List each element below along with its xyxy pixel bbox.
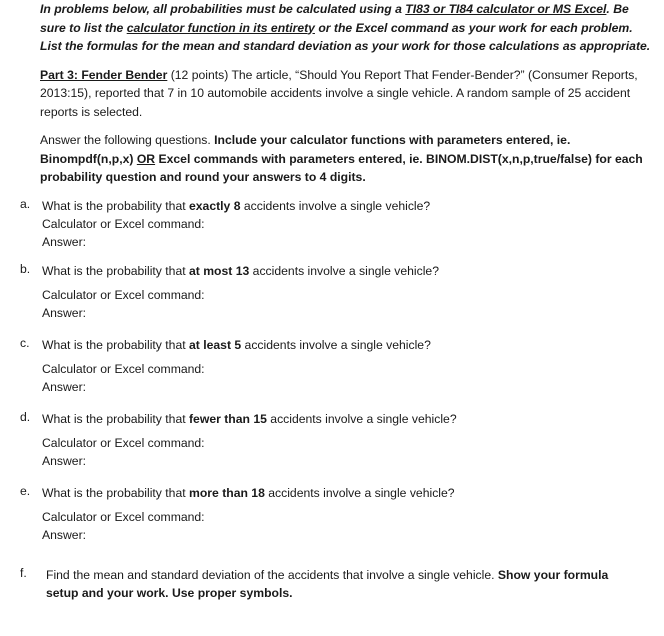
command-label: Calculator or Excel command:	[42, 362, 205, 376]
part-title: Part 3: Fender Bender	[40, 67, 168, 82]
question-letter: e.	[20, 484, 31, 498]
question-text: What is the probability that at least 5 accidents involve a single vehicle?	[42, 338, 431, 352]
question-b	[20, 262, 610, 322]
part-3-description: Part 3: Fender Bender (12 points) The article, “Should You Report That Fender-Bender?” (Consumer Reports, 2013:15), reported that 7 in 10 automobile accidents involve a single vehicle. A random sample of 25 accident reports is selected.	[40, 67, 638, 119]
answer-label: Answer:	[42, 306, 87, 320]
answer-instructions: Answer the following questions. Include your calculator functions with parameters entered, ie. Binompdf(n,p,x) OR Excel commands with parameters entered, ie. BINOM.DIST(x,n,p,true/false) for each probability question and round your answers to 4 digits.	[40, 133, 643, 184]
command-label: Calculator or Excel command:	[42, 288, 205, 302]
question-a	[20, 197, 610, 251]
question-f	[20, 566, 610, 602]
question-e	[20, 484, 610, 544]
answer-label: Answer:	[42, 454, 87, 468]
command-label: Calculator or Excel command:	[42, 510, 205, 524]
answer-label: Answer:	[42, 380, 87, 394]
question-text: What is the probability that more than 18 accidents involve a single vehicle?	[42, 486, 455, 500]
instructions-intro: In problems below, all probabilities must be calculated using a TI83 or TI84 calculator or MS Excel. Be sure to list the calculator function in its entirety or the Excel command as your work for each problem. List the formulas for the mean and standard deviation as your work for those calculations as appropriate.	[40, 2, 651, 53]
question-letter: c.	[20, 336, 30, 350]
answer-label: Answer:	[42, 235, 87, 249]
question-letter: a.	[20, 197, 31, 211]
command-label: Calculator or Excel command:	[42, 217, 205, 231]
question-text: What is the probability that fewer than 15 accidents involve a single vehicle?	[42, 412, 457, 426]
answer-label: Answer:	[42, 528, 87, 542]
document-page	[40, 0, 652, 187]
question-d	[20, 410, 610, 470]
question-letter: d.	[20, 410, 31, 424]
question-c	[20, 336, 610, 396]
question-text: What is the probability that exactly 8 accidents involve a single vehicle?	[42, 199, 431, 213]
question-text: Find the mean and standard deviation of the accidents that involve a single vehicle. Show your formula setup and your work. Use proper symbols.	[46, 568, 609, 600]
question-text: What is the probability that at most 13 accidents involve a single vehicle?	[42, 264, 439, 278]
command-label: Calculator or Excel command:	[42, 436, 205, 450]
question-letter: b.	[20, 262, 31, 276]
question-letter: f.	[20, 566, 27, 580]
